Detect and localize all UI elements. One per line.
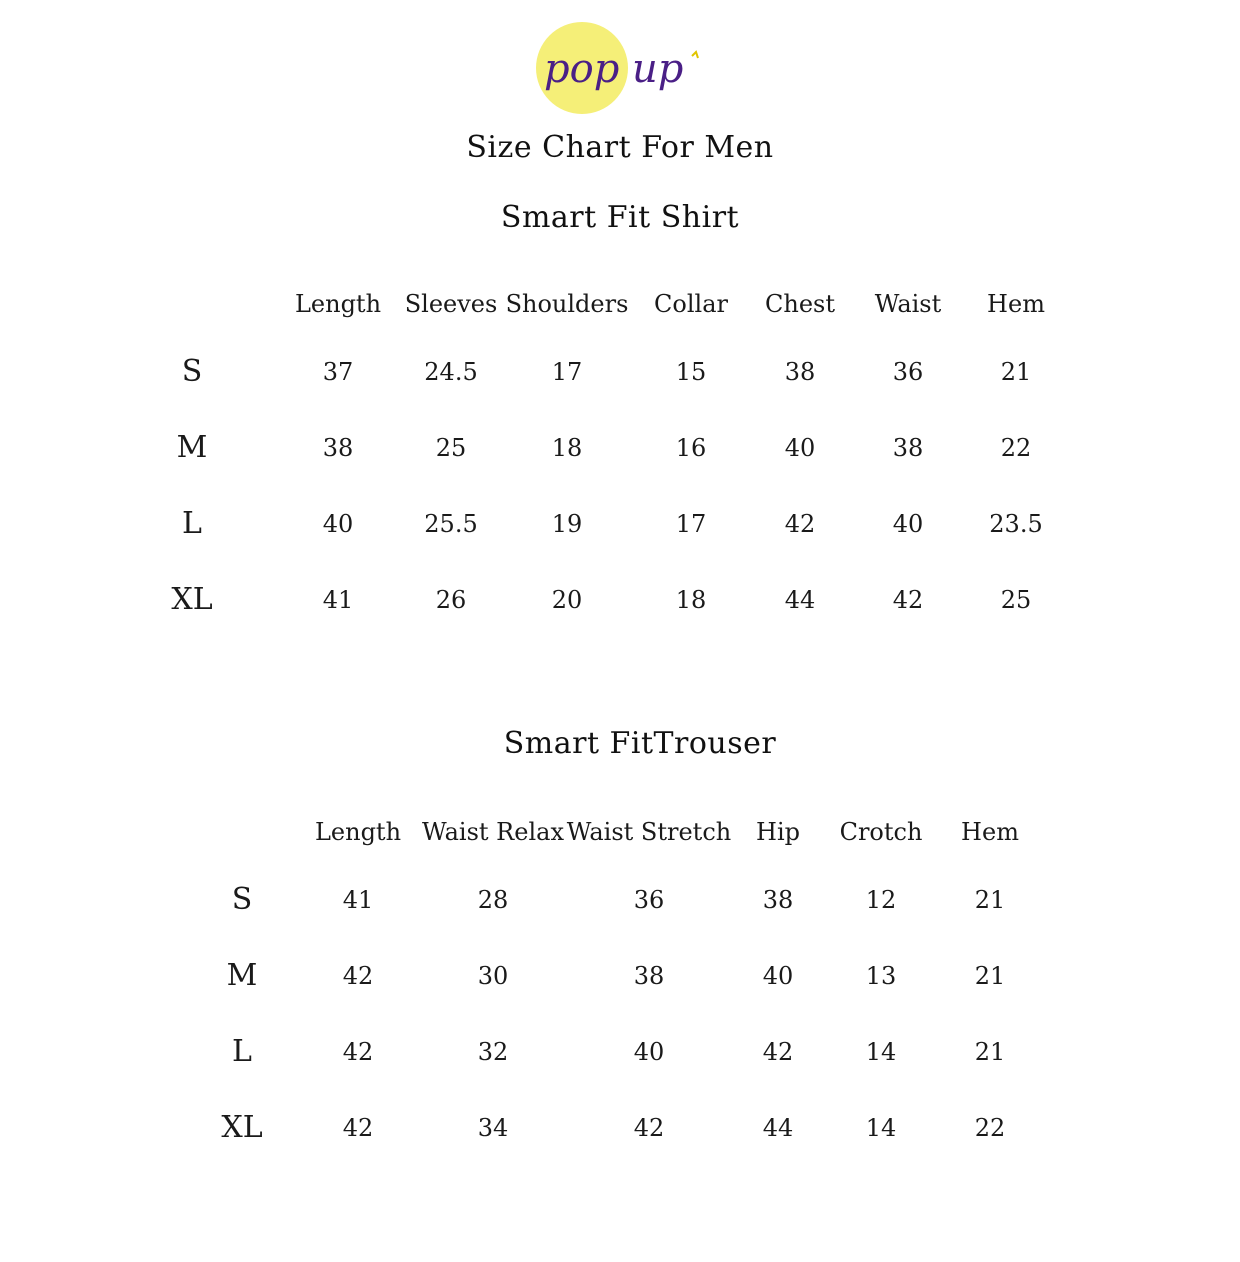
- column-header: Hip: [756, 818, 800, 846]
- table-cell: 42: [762, 1038, 794, 1066]
- table-cell: 42: [892, 586, 924, 614]
- table-cell: 17: [675, 510, 707, 538]
- logo-accent-icon: [692, 52, 698, 58]
- column-header: Length: [314, 818, 402, 846]
- table-cell: 18: [551, 434, 583, 462]
- logo-graphic: [520, 18, 720, 118]
- size-label: XL: [221, 1110, 263, 1145]
- table-cell: 20: [551, 586, 583, 614]
- column-header: Collar: [654, 290, 728, 318]
- table-cell: 44: [762, 1114, 794, 1142]
- table-cell: 15: [675, 358, 707, 386]
- column-header: Crotch: [839, 818, 923, 846]
- table-cell: 40: [762, 962, 794, 990]
- logo-text: pop up: [544, 46, 684, 92]
- table-cell: 36: [633, 886, 665, 914]
- table-cell: 24.5: [424, 358, 478, 386]
- shirt-table-title: Smart Fit Shirt: [500, 200, 740, 235]
- table-cell: 40: [322, 510, 354, 538]
- column-header: Hem: [987, 290, 1045, 318]
- table-cell: 38: [784, 358, 816, 386]
- table-cell: 42: [342, 1038, 374, 1066]
- column-header: Length: [294, 290, 382, 318]
- table-cell: 19: [551, 510, 583, 538]
- table-cell: 17: [551, 358, 583, 386]
- column-header: Hem: [961, 818, 1019, 846]
- table-cell: 42: [342, 1114, 374, 1142]
- table-cell: 21: [974, 962, 1006, 990]
- table-cell: 21: [1000, 358, 1032, 386]
- brand-logo: [520, 18, 720, 118]
- trouser-table-title: Smart FitTrouser: [503, 726, 777, 761]
- table-cell: 37: [322, 358, 354, 386]
- table-cell: 25: [1000, 586, 1032, 614]
- table-cell: 26: [435, 586, 467, 614]
- size-label: M: [226, 958, 258, 993]
- size-label: S: [181, 354, 203, 389]
- table-cell: 38: [633, 962, 665, 990]
- table-cell: 34: [477, 1114, 509, 1142]
- table-cell: 38: [322, 434, 354, 462]
- column-header: Waist Stretch: [566, 818, 732, 846]
- table-cell: 12: [865, 886, 897, 914]
- table-cell: 25: [435, 434, 467, 462]
- table-cell: 21: [974, 1038, 1006, 1066]
- table-cell: 18: [675, 586, 707, 614]
- size-label: L: [182, 506, 202, 541]
- table-cell: 25.5: [424, 510, 478, 538]
- table-cell: 40: [633, 1038, 665, 1066]
- table-cell: 22: [974, 1114, 1006, 1142]
- table-cell: 40: [892, 510, 924, 538]
- table-cell: 42: [342, 962, 374, 990]
- table-cell: 14: [865, 1114, 897, 1142]
- table-cell: 32: [477, 1038, 509, 1066]
- size-label: L: [232, 1034, 252, 1069]
- table-cell: 41: [342, 886, 374, 914]
- table-cell: 44: [784, 586, 816, 614]
- table-cell: 22: [1000, 434, 1032, 462]
- page-title: Size Chart For Men: [466, 130, 774, 165]
- column-header: Chest: [765, 290, 835, 318]
- table-cell: 14: [865, 1038, 897, 1066]
- size-label: M: [176, 430, 208, 465]
- table-cell: 42: [633, 1114, 665, 1142]
- table-cell: 41: [322, 586, 354, 614]
- table-cell: 13: [865, 962, 897, 990]
- column-header: Sleeves: [404, 290, 498, 318]
- table-cell: 23.5: [989, 510, 1043, 538]
- column-header: Waist: [874, 290, 942, 318]
- table-cell: 21: [974, 886, 1006, 914]
- table-cell: 16: [675, 434, 707, 462]
- table-cell: 30: [477, 962, 509, 990]
- table-cell: 38: [762, 886, 794, 914]
- column-header: Shoulders: [505, 290, 629, 318]
- table-cell: 38: [892, 434, 924, 462]
- column-header: Waist Relax: [422, 818, 564, 846]
- table-cell: 36: [892, 358, 924, 386]
- size-label: S: [231, 882, 253, 917]
- table-cell: 28: [477, 886, 509, 914]
- table-cell: 40: [784, 434, 816, 462]
- size-label: XL: [171, 582, 213, 617]
- table-cell: 42: [784, 510, 816, 538]
